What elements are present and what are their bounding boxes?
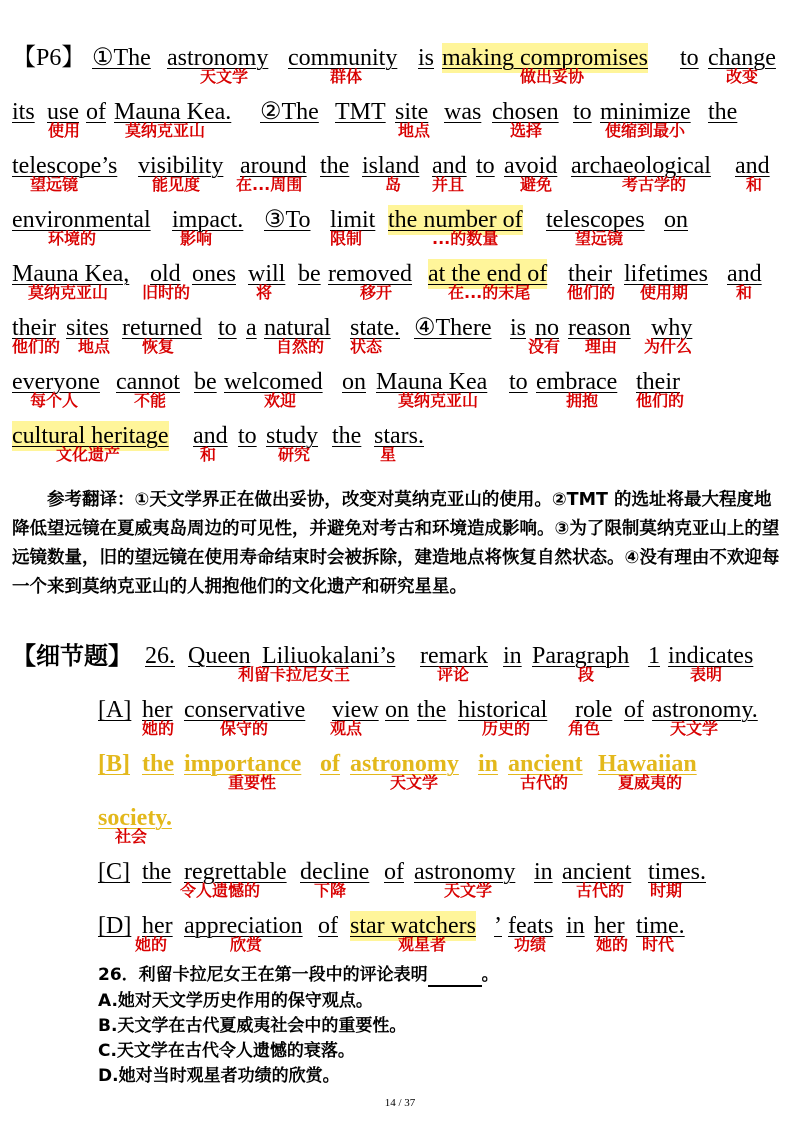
word: time. — [636, 913, 685, 939]
gloss-annotation: 评论 — [437, 665, 470, 684]
word: of — [318, 913, 338, 939]
gloss-annotation: 在...周围 — [236, 175, 303, 194]
word: feats — [508, 913, 554, 939]
word: Liliuokalani’s — [262, 643, 396, 669]
lines-line — [0, 259, 800, 302]
question_lines-line — [0, 641, 800, 684]
word: lifetimes — [624, 261, 708, 287]
reference-translation: 参考翻译：①天文学界正在做出妥协，改变对莫纳克亚山的使用。②TMT 的选址将最大程度地降低望远镜在夏威夷岛周边的可见性，并避免对考古和环境造成影响。③为了限制莫纳克亚山上的望远镜数量，旧的望远镜在使用寿命结束时会被拆除，建造地点将恢复自然状态。④没有理由不欢迎每一个来到莫纳克亚山的人拥抱他们的文化遗产和研究星星。 — [12, 490, 780, 597]
gloss-annotation: 望远镜 — [575, 229, 624, 248]
gloss-annotation: 古代的 — [520, 773, 569, 792]
word: to — [476, 153, 495, 179]
question_lines-line — [0, 749, 800, 792]
gloss-annotation: 状态 — [350, 337, 383, 356]
gloss-annotation: 天文学 — [200, 67, 249, 86]
gloss-annotation: 使缩到最小 — [605, 121, 686, 140]
gloss-annotation: 和 — [736, 283, 753, 302]
word: her — [142, 913, 173, 939]
word: 1 — [648, 643, 660, 669]
gloss-annotation: 在...的末尾 — [448, 283, 531, 302]
gloss-annotation: 莫纳克亚山 — [125, 121, 206, 140]
word: and — [735, 153, 770, 179]
word: Mauna Kea. — [114, 99, 232, 125]
word: avoid — [504, 153, 558, 179]
gloss-annotation: 天文学 — [670, 719, 719, 738]
word: in — [534, 859, 553, 885]
lines-line — [0, 367, 800, 410]
question_lines-line — [0, 911, 800, 954]
gloss-annotation: 自然的 — [276, 337, 325, 356]
word: in — [503, 643, 522, 669]
word: use — [47, 99, 79, 125]
word: removed — [328, 261, 412, 287]
gloss-annotation: 时期 — [650, 881, 683, 900]
highlighted-phrase: at the end of — [428, 261, 548, 287]
gloss-annotation: 选择 — [510, 121, 543, 140]
word: reason — [568, 315, 631, 341]
word: TMT — [335, 99, 386, 125]
word: to — [680, 45, 699, 71]
word: its — [12, 99, 35, 125]
gloss-annotation: 时代 — [642, 935, 675, 954]
word: why — [651, 315, 693, 341]
word: environmental — [12, 207, 151, 233]
highlighted-phrase: the number of — [388, 207, 523, 233]
word: sites — [66, 315, 109, 341]
gloss-annotation: 和 — [746, 175, 763, 194]
word: [D] — [98, 913, 132, 939]
word: conservative — [184, 697, 306, 723]
gloss-annotation: 星 — [380, 445, 397, 464]
question_lines-line — [0, 803, 800, 846]
gloss-annotation: 地点 — [78, 337, 111, 356]
word: the — [142, 859, 172, 885]
gloss-annotation: 岛 — [385, 175, 402, 194]
word: Queen — [188, 643, 251, 669]
word: ones — [192, 261, 236, 287]
gloss-annotation: 历史的 — [482, 719, 531, 738]
word: their — [568, 261, 612, 287]
lines-line — [0, 421, 800, 464]
word: role — [575, 697, 613, 723]
gloss-annotation: 地点 — [398, 121, 431, 140]
word: welcomed — [224, 369, 323, 395]
word: in — [566, 913, 585, 939]
word: be — [298, 261, 321, 287]
word: cannot — [116, 369, 180, 395]
word: society. — [98, 805, 172, 831]
cn-option-d: D.她对当时观星者功绩的欣赏。 — [98, 1066, 340, 1086]
gloss-annotation: 旧时的 — [142, 283, 191, 302]
lines-line — [0, 43, 800, 86]
word: of — [86, 99, 106, 125]
word: limit — [330, 207, 376, 233]
cn-question-end: 。 — [481, 965, 499, 985]
gloss-annotation: 研究 — [278, 445, 311, 464]
highlighted-phrase: cultural heritage — [12, 423, 169, 449]
word: to — [238, 423, 257, 449]
cn-option-a: A.她对天文学历史作用的保守观点。 — [98, 991, 373, 1011]
gloss-annotation: 改变 — [726, 67, 759, 86]
word: the — [142, 751, 174, 777]
word: astronomy — [414, 859, 516, 885]
gloss-annotation: 做出妥协 — [520, 67, 585, 86]
gloss-annotation: 考古学的 — [622, 175, 687, 194]
gloss-annotation: 欣赏 — [230, 935, 263, 954]
word: natural — [264, 315, 331, 341]
word: on — [385, 697, 409, 723]
word: appreciation — [184, 913, 303, 939]
gloss-annotation: 将 — [256, 283, 273, 302]
word: the — [708, 99, 738, 125]
gloss-annotation: 望远镜 — [30, 175, 79, 194]
word: study — [266, 423, 319, 449]
word: her — [142, 697, 173, 723]
gloss-annotation: 社会 — [115, 827, 148, 846]
word: historical — [458, 697, 548, 723]
word: change — [708, 45, 776, 71]
gloss-annotation: 令人遗憾的 — [180, 881, 261, 900]
gloss-annotation: 使用 — [48, 121, 81, 140]
word: be — [194, 369, 217, 395]
word: Paragraph — [532, 643, 630, 669]
word: ’ — [494, 913, 502, 939]
gloss-annotation: 天文学 — [390, 773, 439, 792]
word: times. — [648, 859, 706, 885]
gloss-annotation: 她的 — [596, 935, 629, 954]
gloss-annotation: 天文学 — [444, 881, 493, 900]
word: her — [594, 913, 625, 939]
word: a — [246, 315, 257, 341]
gloss-annotation: 限制 — [330, 229, 363, 248]
gloss-annotation: 他们的 — [636, 391, 685, 410]
gloss-annotation: 表明 — [690, 665, 723, 684]
gloss-annotation: 她的 — [135, 935, 168, 954]
word: Mauna Kea, — [12, 261, 130, 287]
gloss-annotation: 莫纳克亚山 — [28, 283, 109, 302]
word: of — [384, 859, 404, 885]
gloss-annotation: ...的数量 — [432, 229, 499, 248]
answer-blank — [428, 967, 482, 987]
gloss-annotation: 下降 — [314, 881, 347, 900]
word: importance — [184, 751, 302, 777]
word: chosen — [492, 99, 559, 125]
word: ②The — [260, 99, 319, 125]
word: astronomy. — [652, 697, 758, 723]
word: visibility — [138, 153, 224, 179]
word: to — [509, 369, 528, 395]
gloss-annotation: 避免 — [520, 175, 553, 194]
word: minimize — [600, 99, 691, 125]
word: ④There — [414, 315, 492, 341]
gloss-annotation: 恢复 — [142, 337, 175, 356]
word: to — [218, 315, 237, 341]
word: view — [332, 697, 379, 723]
word: telescopes — [546, 207, 645, 233]
word: state. — [350, 315, 400, 341]
cn-question — [98, 963, 499, 987]
page-number: 14 / 37 — [384, 1097, 416, 1109]
gloss-annotation: 莫纳克亚山 — [398, 391, 479, 410]
word: to — [573, 99, 592, 125]
word: Hawaiian — [598, 751, 697, 777]
gloss-annotation: 每个人 — [30, 391, 79, 410]
word: on — [342, 369, 366, 395]
word: ③To — [264, 207, 311, 233]
question_lines-line — [0, 695, 800, 738]
gloss-annotation: 利留卡拉尼女王 — [238, 665, 351, 684]
gloss-annotation: 夏威夷的 — [618, 773, 683, 792]
word: and — [432, 153, 467, 179]
word: 【细节题】 — [12, 642, 132, 670]
word: the — [417, 697, 447, 723]
word: [C] — [98, 859, 130, 885]
word: stars. — [374, 423, 424, 449]
word: and — [193, 423, 228, 449]
gloss-annotation: 不能 — [134, 391, 167, 410]
word: decline — [300, 859, 370, 885]
word: will — [248, 261, 286, 287]
word: ancient — [508, 751, 583, 777]
word: Mauna Kea — [376, 369, 488, 395]
lines-line — [0, 313, 800, 356]
word: their — [636, 369, 680, 395]
word: telescope’s — [12, 153, 118, 179]
word: is — [418, 45, 435, 71]
word: no — [535, 315, 559, 341]
question_lines-line — [0, 857, 800, 900]
gloss-annotation: 功绩 — [514, 935, 547, 954]
highlighted-phrase: star watchers — [350, 913, 476, 939]
word: the — [320, 153, 350, 179]
word: astronomy — [167, 45, 269, 71]
word: embrace — [536, 369, 618, 395]
word: is — [510, 315, 527, 341]
gloss-annotation: 古代的 — [576, 881, 625, 900]
word: of — [624, 697, 644, 723]
word: regrettable — [184, 859, 287, 885]
word: ①The — [92, 45, 151, 71]
cn-option-b: B.天文学在古代夏威夷社会中的重要性。 — [98, 1016, 407, 1036]
gloss-annotation: 拥抱 — [566, 391, 599, 410]
word: of — [320, 751, 340, 777]
word: the — [332, 423, 362, 449]
gloss-annotation: 为什么 — [644, 337, 693, 356]
gloss-annotation: 理由 — [585, 337, 618, 356]
lines-line — [0, 97, 800, 140]
gloss-annotation: 她的 — [142, 719, 175, 738]
word: remark — [420, 643, 488, 669]
gloss-annotation: 重要性 — [228, 773, 277, 792]
gloss-annotation: 和 — [200, 445, 217, 464]
gloss-annotation: 角色 — [568, 719, 601, 738]
word: was — [444, 99, 482, 125]
gloss-annotation: 环境的 — [48, 229, 97, 248]
word: old — [150, 261, 181, 287]
word: astronomy — [350, 751, 459, 777]
word: their — [12, 315, 56, 341]
gloss-annotation: 文化遗产 — [56, 445, 121, 464]
gloss-annotation: 群体 — [330, 67, 363, 86]
word: [B] — [98, 751, 130, 777]
lines-line — [0, 205, 800, 248]
word: ancient — [562, 859, 632, 885]
gloss-annotation: 欢迎 — [264, 391, 297, 410]
gloss-annotation: 并且 — [432, 175, 465, 194]
gloss-annotation: 保守的 — [220, 719, 269, 738]
gloss-annotation: 他们的 — [567, 283, 616, 302]
cn-option-c: C.天文学在古代令人遗憾的衰落。 — [98, 1041, 355, 1061]
word: archaeological — [571, 153, 711, 179]
word: on — [664, 207, 688, 233]
gloss-annotation: 段 — [578, 665, 595, 684]
gloss-annotation: 影响 — [180, 229, 213, 248]
word: impact. — [172, 207, 244, 233]
word: returned — [122, 315, 202, 341]
gloss-annotation: 他们的 — [12, 337, 61, 356]
word: 【P6】 — [12, 45, 86, 71]
gloss-annotation: 使用期 — [640, 283, 689, 302]
word: site — [395, 99, 429, 125]
gloss-annotation: 观点 — [330, 719, 363, 738]
word: everyone — [12, 369, 100, 395]
highlighted-phrase: making compromises — [442, 45, 648, 71]
word: [A] — [98, 697, 132, 723]
word: and — [727, 261, 762, 287]
word: indicates — [668, 643, 754, 669]
word: island — [362, 153, 420, 179]
word: 26. — [145, 643, 175, 669]
gloss-annotation: 能见度 — [152, 175, 201, 194]
word: around — [240, 153, 307, 179]
word: community — [288, 45, 398, 71]
lines-line — [0, 151, 800, 194]
gloss-annotation: 观星者 — [398, 935, 447, 954]
gloss-annotation: 移开 — [360, 283, 393, 302]
cn-question-text: 26．利留卡拉尼女王在第一段中的评论表明 — [98, 965, 428, 985]
gloss-annotation: 没有 — [528, 337, 561, 356]
word: in — [478, 751, 499, 777]
